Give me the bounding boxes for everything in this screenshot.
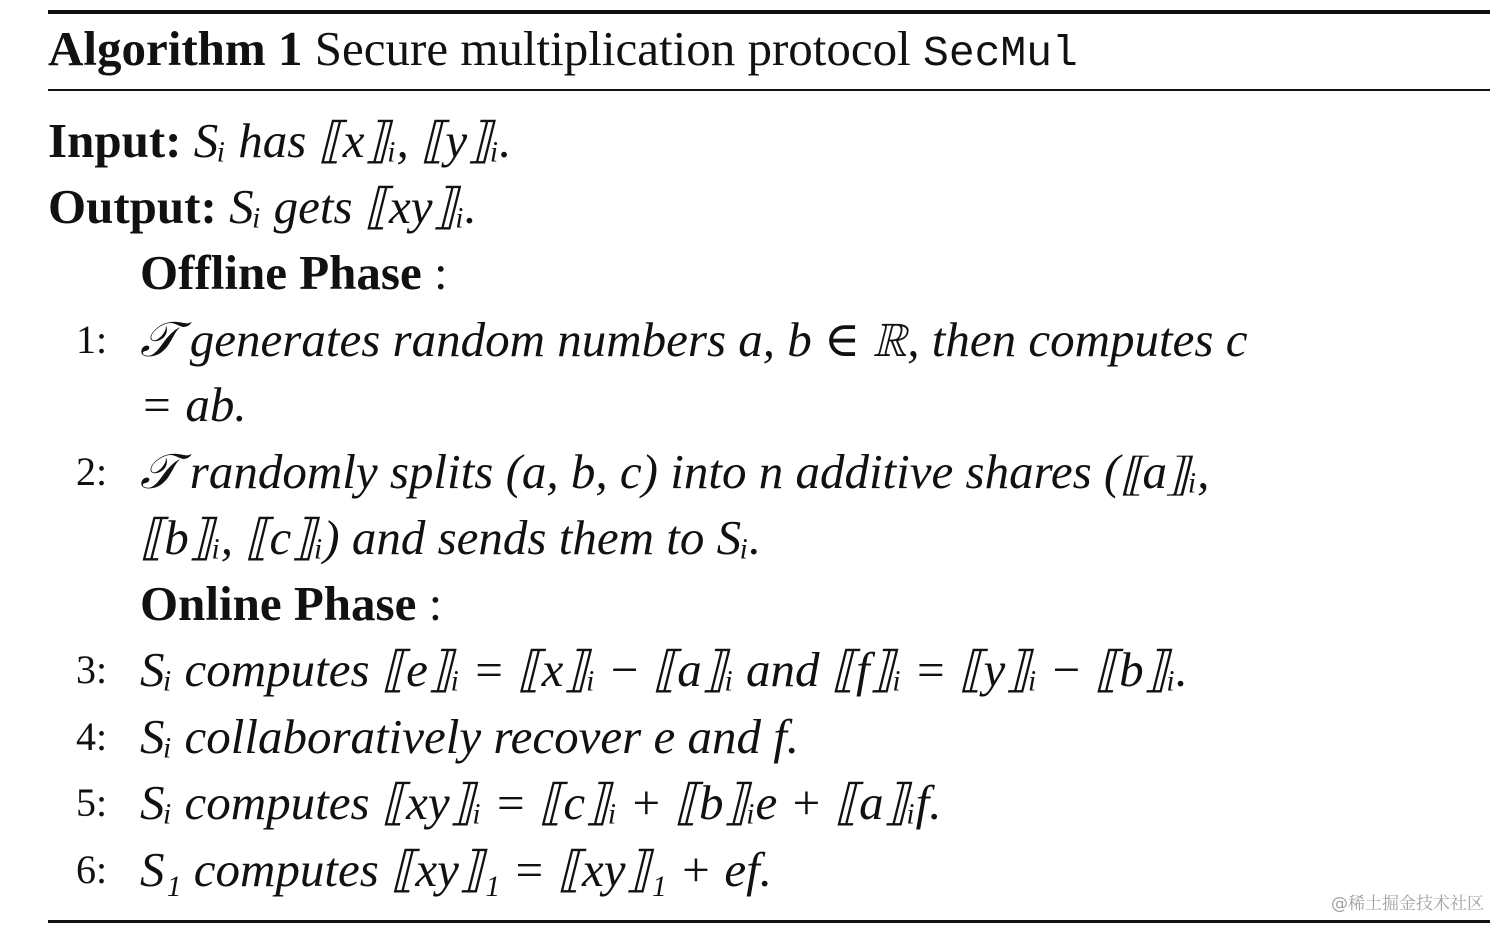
input-line [48, 110, 511, 172]
output-line [48, 176, 477, 238]
algorithm-label: Algorithm 1 [48, 21, 303, 76]
input-text: Sᵢ has ⟦x⟧ᵢ, ⟦y⟧ᵢ. [193, 113, 512, 168]
step-1-number: 1: [76, 317, 108, 362]
top-rule [48, 10, 1490, 14]
offline-phase-heading [140, 242, 448, 304]
algorithm-title [48, 16, 1078, 82]
input-label: Input: [48, 113, 182, 168]
header-rule [48, 89, 1490, 91]
offline-phase-colon: : [433, 245, 448, 300]
step-1-line-1: 𝒯 generates random numbers a, b ∈ ℝ, then computes c [140, 312, 1248, 367]
offline-phase-label: Offline Phase [140, 245, 422, 300]
output-label: Output: [48, 179, 217, 234]
step-1-line-2: = ab. [140, 377, 247, 432]
step-2-number: 2: [76, 449, 108, 494]
step-5-number: 5: [76, 780, 108, 825]
step-4-line-1: Sᵢ collaboratively recover e and f. [140, 709, 800, 764]
output-text: Sᵢ gets ⟦xy⟧ᵢ. [229, 179, 477, 234]
algorithm-name: SecMul [923, 29, 1078, 78]
step-2-line-2: ⟦b⟧ᵢ, ⟦c⟧ᵢ) and sends them to Sᵢ. [140, 510, 762, 565]
online-phase-heading [140, 573, 442, 635]
algorithm-title-text: Secure multiplication protocol [314, 21, 911, 76]
step-4-number: 4: [76, 714, 108, 759]
bottom-rule [48, 920, 1490, 923]
online-phase-label: Online Phase [140, 576, 417, 631]
step-3-number: 3: [76, 647, 108, 692]
step-3-line-1: Sᵢ computes ⟦e⟧ᵢ = ⟦x⟧ᵢ − ⟦a⟧ᵢ and ⟦f⟧ᵢ = ⟦y⟧ᵢ − ⟦b⟧ᵢ. [140, 642, 1188, 697]
online-phase-colon: : [428, 576, 443, 631]
step-2-line-1: 𝒯 randomly splits (a, b, c) into n additive shares (⟦a⟧ᵢ, [140, 444, 1210, 499]
watermark: @稀土掘金技术社区 [1331, 894, 1484, 914]
step-6-line-1: S₁ computes ⟦xy⟧₁ = ⟦xy⟧₁ + ef. [140, 842, 772, 897]
step-5-line-1: Sᵢ computes ⟦xy⟧ᵢ = ⟦c⟧ᵢ + ⟦b⟧ᵢe + ⟦a⟧ᵢf. [140, 775, 942, 830]
algorithm-block [48, 0, 1490, 934]
step-6-number: 6: [76, 847, 108, 892]
